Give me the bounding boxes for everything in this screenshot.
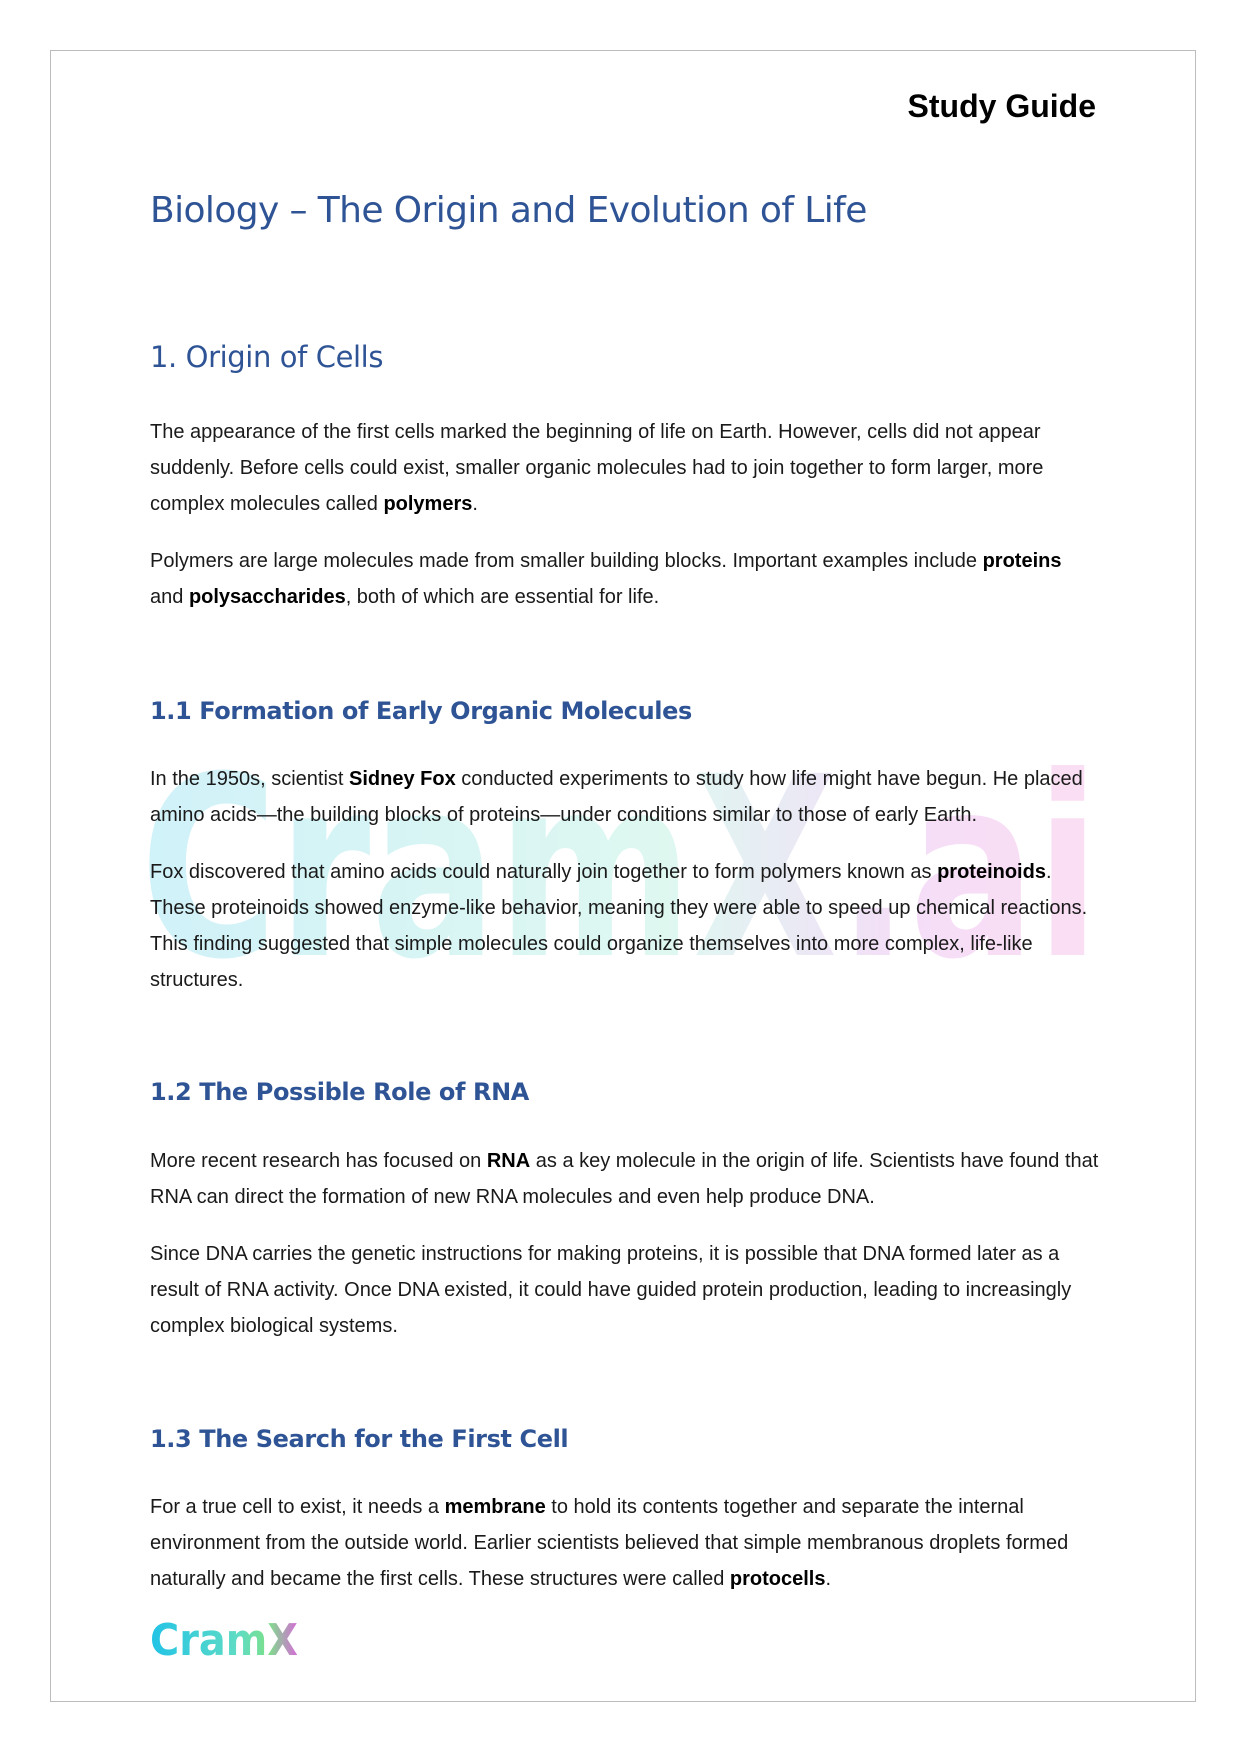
watermark-text: CramX.ai: [140, 740, 1100, 1000]
section-1-heading: 1. Origin of Cells: [150, 340, 384, 374]
section-1-paragraph-2: Polymers are large molecules made from smaller building blocks. Important examples include proteins and polysaccharides, both of which are essential for life.: [150, 550, 1062, 608]
section-1-2-heading: 1.2 The Possible Role of RNA: [150, 1078, 529, 1106]
section-1-1-paragraph-1: In the 1950s, scientist Sidney Fox conducted experiments to study how life might have begun. He placed amino acids—the building blocks of proteins—under conditions similar to those of early Earth.: [150, 768, 1083, 826]
cramx-footer-logo: [150, 1615, 300, 1663]
logo-text: CramX: [150, 1615, 299, 1663]
section-1-1-paragraph-2: Fox discovered that amino acids could naturally join together to form polymers known as proteinoids. These proteinoids showed enzyme-like behavior, meaning they were able to speed up chemical reactions. This finding suggested that simple molecules could organize themselves into more complex, life-like structures.: [150, 861, 1088, 991]
study-guide-label: Study Guide: [907, 88, 1096, 124]
section-1-3-paragraph-1: For a true cell to exist, it needs a membrane to hold its contents together and separate the internal environment from the outside world. Earlier scientists believed that simple membranous droplets formed naturally and became the first cells. These structures were called protocells.: [150, 1496, 1069, 1590]
section-1-2-paragraph-1: More recent research has focused on RNA as a key molecule in the origin of life. Scientists have found that RNA can direct the formation of new RNA molecules and even help produce DNA.: [150, 1150, 1099, 1208]
section-1-1-heading: 1.1 Formation of Early Organic Molecules: [150, 697, 692, 725]
section-1-3-heading: 1.3 The Search for the First Cell: [150, 1425, 569, 1453]
section-1-2-paragraph-2: Since DNA carries the genetic instructions for making proteins, it is possible that DNA formed later as a result of RNA activity. Once DNA existed, it could have guided protein production, leading to increasingly complex biological systems.: [150, 1243, 1072, 1337]
document-title: Biology – The Origin and Evolution of Life: [150, 190, 867, 231]
section-1-paragraph-1: The appearance of the first cells marked the beginning of life on Earth. However, cells did not appear suddenly. Before cells could exist, smaller organic molecules had to join together to form larger, more complex molecules called polymers.: [150, 421, 1044, 515]
